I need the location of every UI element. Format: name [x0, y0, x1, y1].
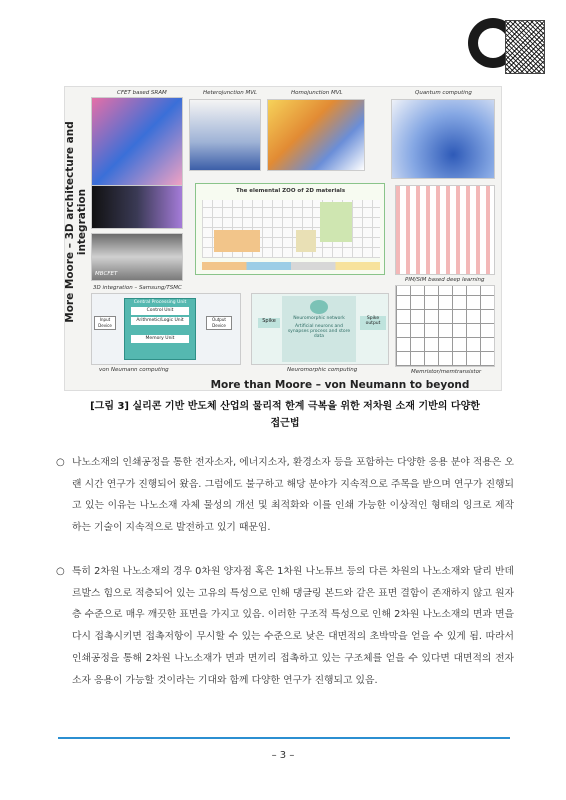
x-axis-label: More than Moore – von Neumann to beyond — [210, 379, 470, 391]
network-title: Neuromorphic network — [293, 316, 345, 321]
neuromorphic-network — [282, 296, 356, 362]
caption-line-2: 접근법 — [270, 418, 300, 429]
footer-divider — [58, 737, 510, 739]
panel-heterojunction-mvl — [189, 99, 261, 171]
panel-homojunction-mvl — [267, 99, 365, 171]
caption-line-1: [그림 3] 실리콘 기반 반도체 산업의 물리적 한계 극복을 위한 저차원 소재 기반의 다양한 — [90, 401, 480, 412]
bullet-marker: ○ — [56, 566, 65, 577]
page-number: – 3 – — [271, 750, 295, 761]
paragraph-2 — [58, 561, 514, 691]
panel-label: Homojunction MVL — [291, 90, 343, 96]
spike-output: Spike output — [360, 316, 386, 330]
panel-pim-sim — [395, 185, 495, 275]
brain-icon — [310, 300, 328, 314]
mbcfet-label: MBCFET — [95, 271, 118, 277]
panel-label: The elemental ZOO of 2D materials — [236, 188, 346, 194]
input-device: Input Device — [94, 316, 116, 330]
panel-label: von Neumann computing — [99, 367, 169, 373]
panel-label: 3D integration – Samsung/TSMC — [93, 285, 182, 291]
panel-label: Neuromorphic computing — [287, 367, 358, 373]
control-unit: Control Unit — [131, 307, 189, 315]
cpu-label: Central Processing Unit — [133, 300, 187, 305]
cpu-block — [124, 298, 196, 360]
y-axis-label: More Moore – 3D architecture and integration — [64, 121, 88, 323]
figure — [64, 86, 502, 391]
alu: Arithmetic/Logic Unit — [131, 317, 189, 325]
panel-quantum-computing — [391, 99, 495, 179]
panel-label: PIM/SIM based deep learning — [405, 277, 485, 283]
memory-unit: Memory Unit — [131, 335, 189, 343]
panel-3d-gaa — [91, 185, 183, 229]
panel-label: CFET based SRAM — [117, 90, 167, 96]
paragraph-1 — [58, 452, 514, 539]
bullet-marker: ○ — [56, 457, 65, 468]
output-device: Output Device — [206, 316, 232, 330]
spike-input: Spike — [258, 318, 280, 328]
paragraph-text: 나노소재의 인쇄공정을 통한 전자소자, 에너지소자, 환경소자 등을 포함하는 다양한 응용 분야 적용은 오랜 시간 연구가 진행되어 왔음. 그럼에도 불구하고 해당 분야가 지속적으로 주목을 받으며 연구가 진행되고 있는 이유는 나노소재 자체 물성의 개선 및 최적화와 이를 인쇄 가능한 이상적인 형태의 잉크로 제작하는 기술이 지속적으로 발전하고 있기 때문임. — [72, 457, 514, 534]
panel-label: Quantum computing — [415, 90, 472, 96]
qr-code[interactable] — [505, 20, 545, 74]
panel-neuromorphic — [251, 293, 389, 365]
panel-label: Heterojunction MVL — [203, 90, 258, 96]
panel-cfet-sram — [91, 97, 183, 187]
network-subtitle: Artificial neurons and synapses process and store data — [287, 324, 351, 339]
paragraph-text: 특히 2차원 나노소재의 경우 0차원 양자점 혹은 1차원 나노튜브 등의 다른 차원의 나노소재와 달리 반데르발스 힘으로 적층되어 있는 고유의 특성으로 인해 댕글링 본드와 같은 표면 결함이 존재하지 않고 원자층 수준으로 매우 깨끗한 표면을 가지고 있음. 이러한 구조적 특성으로 인해 2차원 나노소재의 면과 면을 다시 접촉시키면 접촉저항이 무시할 수 있는 수준으로 낮은 대면적의 초박막을 얻을 수 있게 됨. 따라서 인쇄공정을 통해 2차원 나노소재가 면과 면끼리 접촉하고 있는 구조체를 얻을 수 있다면 대면적의 전자소자 응용이 가능할 것이라는 기대와 함께 다양한 연구가 진행되고 있음. — [72, 566, 514, 686]
panel-von-neumann — [91, 293, 241, 365]
panel-label: Memristor/memtransistor — [411, 369, 482, 375]
panel-2d-materials — [195, 183, 385, 275]
panel-memristor — [395, 285, 495, 367]
y-axis — [66, 80, 86, 340]
figure-caption — [62, 398, 508, 432]
